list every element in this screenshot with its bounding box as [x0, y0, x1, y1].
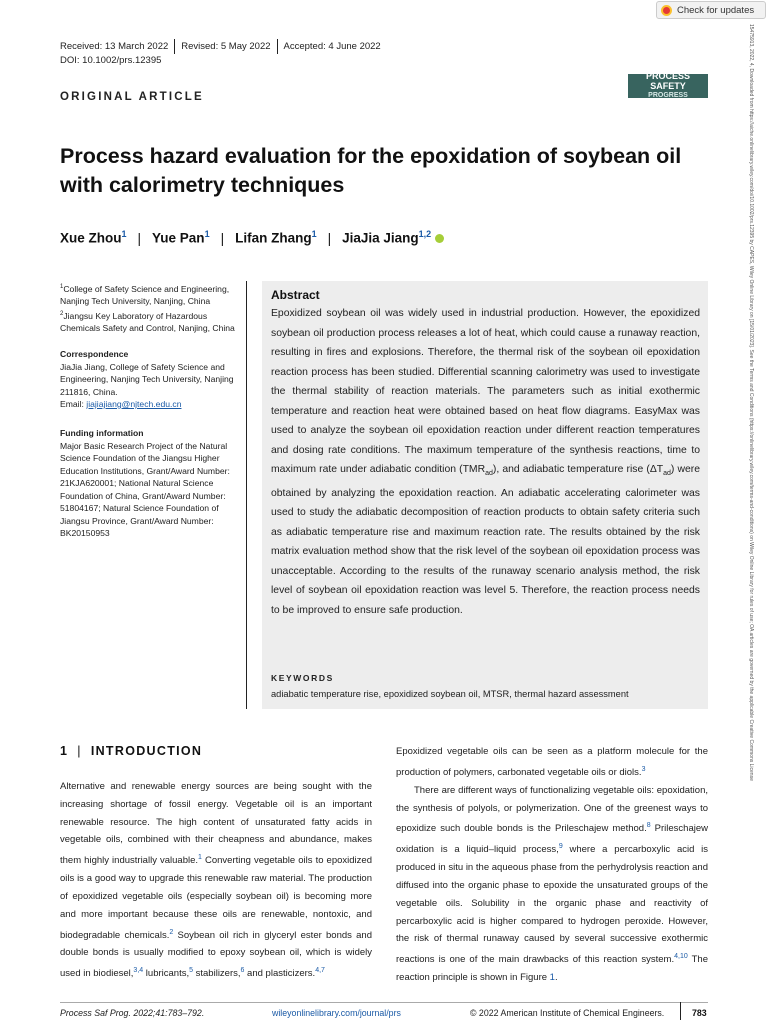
article-title: Process hazard evaluation for the epoxidation of soybean oil with calorimetry techniques [60, 144, 682, 197]
body-text: and plasticizers. [244, 968, 316, 980]
email-label: Email: [60, 399, 84, 409]
body-text: Alternative and renewable energy sources are being sought with the increasing shortage of fossil energy. Vegetable oil is an important renewable resource. The high content of unsaturated fatty acids in vegetable oils, combined with their cheapness and abundance, makes them highly industrially valuable. [60, 781, 372, 867]
body-text: Epoxidized vegetable oils can be seen as a platform molecule for the production of polymers, carbonated vegetable oils or diols. [396, 746, 708, 778]
received-date: Received: 13 March 2022 [60, 41, 169, 52]
date-divider [174, 39, 175, 54]
body-text: Prileschajew oxidation is a liquid–liquid process, [396, 823, 709, 856]
abstract-part: ), and adiabatic temperature rise (ΔT [492, 464, 664, 475]
author-affiliation-ref[interactable]: 1 [311, 229, 317, 239]
body-text: lubricants, [143, 968, 190, 980]
journal-logo [628, 71, 708, 99]
column-divider [246, 281, 247, 709]
author-affiliation-ref[interactable]: 1,2 [418, 229, 432, 239]
body-text: There are different ways of functionalizing vegetable oils: epoxidation, the synthesis of polyols, or polymerization. One of the greenest ways to epoxidize such double bonds is the Prileschajew method. [396, 784, 708, 835]
abstract-part: Epoxidized soybean oil was widely used in industrial production. However, the epoxidized soybean oil production process releases a lot of heat, which could cause a runaway reaction, resulting in fires and explosions. Therefore, the thermal risk of the soybean oil epoxidation reaction process has been studied. Differential scanning calorimetry was used to investigate the thermal stability of reaction materials. The parameters such as initial exothermic temperature and reaction heat were obtained based on heat flow diagrams. EasyMax was used to analyze the soybean oil epoxidation reaction under different reaction temperatures and dosing rate conditions. The maximum temperature of the synthesis reactions, time to maximum rate under adiabatic condition (TMR [271, 308, 700, 475]
body-text: Converting vegetable oils to epoxidized oils is a good way to upgrade this renewable raw material. The production of epoxidized vegetable oils (especially soybean oil) is becoming more and more important because these oils are renewable, nontoxic, and biodegradable chemicals. [60, 855, 372, 941]
citation-ref[interactable]: 4,10 [674, 953, 688, 961]
body-text: . [554, 972, 558, 984]
author-list [60, 229, 444, 246]
paragraph [396, 743, 708, 782]
footer-citation: Process Saf Prog. 2022;41:783–792. [60, 1008, 205, 1018]
page-number: 783 [692, 1008, 707, 1018]
correspondence-email-line [60, 398, 245, 411]
footer-rule [60, 1002, 708, 1003]
crossmark-icon [661, 5, 672, 16]
journal-logo-subtitle: PROGRESS [648, 92, 688, 99]
footer-journal-link[interactable]: wileyonlinelibrary.com/journal/prs [272, 1008, 401, 1018]
citation-ref[interactable]: 3,4 [133, 967, 144, 975]
affiliation-number: 1 [60, 284, 64, 290]
section-separator: | [77, 744, 82, 758]
affiliation-1 [60, 281, 245, 308]
author-separator: | [220, 230, 225, 246]
author-name[interactable]: Xue Zhou [60, 230, 122, 246]
author-name[interactable]: Yue Pan [152, 230, 205, 246]
funding-text: Major Basic Research Project of the Natural Science Foundation of the Jiangsu Higher Education Institutions, Grant/Award Number: 21KJA620001; National Natural Science Foundation of China, Grant/Award Number: 51804167; Natural Science Foundation of Jiangsu Province, Grant/Award Number: BK20150953 [60, 440, 230, 538]
correspondence-text: JiaJia Jiang, College of Safety Science and Engineering, Nanjing Tech University, Nanjing 211816, China. [60, 361, 234, 397]
funding-heading: Funding information [60, 428, 144, 438]
doi: DOI: 10.1002/prs.12395 [60, 55, 162, 66]
paragraph [396, 782, 708, 987]
footer-copyright: © 2022 American Institute of Chemical Engineers. [470, 1008, 665, 1018]
date-divider [277, 39, 278, 54]
affiliation-number: 2 [60, 311, 64, 317]
article-dates [60, 39, 381, 54]
article-type: ORIGINAL ARTICLE [60, 91, 204, 103]
citation-ref[interactable]: 1 [198, 854, 202, 862]
affiliation-2 [60, 308, 245, 335]
section-heading-introduction [60, 744, 202, 758]
citation-ref[interactable]: 3 [641, 765, 646, 773]
correspondence-block [60, 348, 245, 411]
accepted-date: Accepted: 4 June 2022 [283, 41, 381, 52]
abstract-part: ) were obtained by analyzing the epoxidation reaction. An adiabatic accelerating calorimeter was used to study the adiabatic decomposition of reaction products to obtain safety criteria such as adiabatic temperature rise and maximum reaction rate. The results obtained by the risk matrix evaluation method show that the risk level of the soybean oil epoxidation process was unacceptable. According to the results of the runaway scenario analysis method, the risk level of soybean oil epoxidation reaction was level 5. Therefore, the reaction process needs to be improved to ensure safe production. [271, 464, 700, 616]
journal-logo-title: PROCESS SAFETY [645, 71, 690, 91]
section-title: INTRODUCTION [90, 744, 203, 758]
citation-ref[interactable]: 2 [169, 928, 174, 936]
citation-ref[interactable]: 9 [558, 843, 563, 851]
revised-date: Revised: 5 May 2022 [181, 41, 271, 52]
citation-ref[interactable]: 4,7 [315, 967, 325, 975]
orcid-icon[interactable] [435, 234, 444, 243]
abstract-subscript: ad [485, 470, 493, 478]
body-text: The reaction principle is shown in Figure [396, 954, 708, 984]
author-affiliation-ref[interactable]: 1 [121, 229, 127, 239]
author-affiliation-ref[interactable]: 1 [204, 229, 210, 239]
abstract-subscript: ad [663, 470, 671, 478]
citation-ref[interactable]: 8 [646, 822, 651, 830]
abstract-text [271, 304, 700, 620]
download-info-sidebar: 15475913, 2022, 4, Downloaded from https://aiche.onlinelibrary.wiley.com/doi/10.1002/prs.12395 by CAPES, Wiley Online Library on [15/01/2023]. See the Terms and Conditions (https://onlinelibrary.wiley.com/terms-and-conditions) on Wiley Online Library for rules of use; OA articles are governed by the applicable Creative Commons License [748, 24, 754, 781]
author-name[interactable]: JiaJia Jiang [342, 230, 419, 246]
intro-column-2 [396, 743, 708, 987]
citation-ref[interactable]: 6 [240, 967, 245, 975]
body-text: Soybean oil rich in glyceryl ester bonds and double bonds is usually modified to epoxy soybean oil, which is widely used in biodiesel, [60, 929, 372, 980]
funding-block [60, 427, 245, 540]
abstract-heading: Abstract [271, 288, 320, 302]
figure-ref-link[interactable]: 1 [549, 972, 555, 984]
affiliation-text: College of Safety Science and Engineering, Nanjing Tech University, Nanjing, China [60, 283, 230, 307]
check-for-updates-label: Check for updates [677, 4, 755, 16]
author-separator: | [137, 230, 142, 246]
section-number: 1 [60, 744, 69, 758]
affiliation-text: Jiangsu Key Laboratory of Hazardous Chemicals Safety and Control, Nanjing, China [60, 310, 235, 334]
author-name[interactable]: Lifan Zhang [235, 230, 312, 246]
intro-column-1 [60, 778, 372, 983]
author-separator: | [327, 230, 332, 246]
email-link[interactable]: jiajiajiang@njtech.edu.cn [86, 399, 182, 409]
check-for-updates-button[interactable] [656, 1, 766, 19]
keywords-heading: KEYWORDS [271, 673, 334, 683]
citation-ref[interactable]: 5 [189, 967, 193, 975]
body-text: where a percarboxylic acid is produced in situ in the aqueous phase from the perhydrolysis reaction and diffused into the organic phase to epoxide the unsaturated groups of the vegetable oils. Solubility in the organic phase and reactivity of percarboxylic acid is higher compared to hydrogen peroxide. However, the risk of thermal runaway caused by several successive exothermic reactions is one of the main drawbacks of this reaction system. [396, 844, 709, 966]
correspondence-heading: Correspondence [60, 349, 129, 359]
keywords-text: adiabatic temperature rise, epoxidized soybean oil, MTSR, thermal hazard assessment [271, 689, 629, 699]
body-text: stabilizers, [193, 968, 241, 980]
footer-divider [680, 1002, 681, 1020]
